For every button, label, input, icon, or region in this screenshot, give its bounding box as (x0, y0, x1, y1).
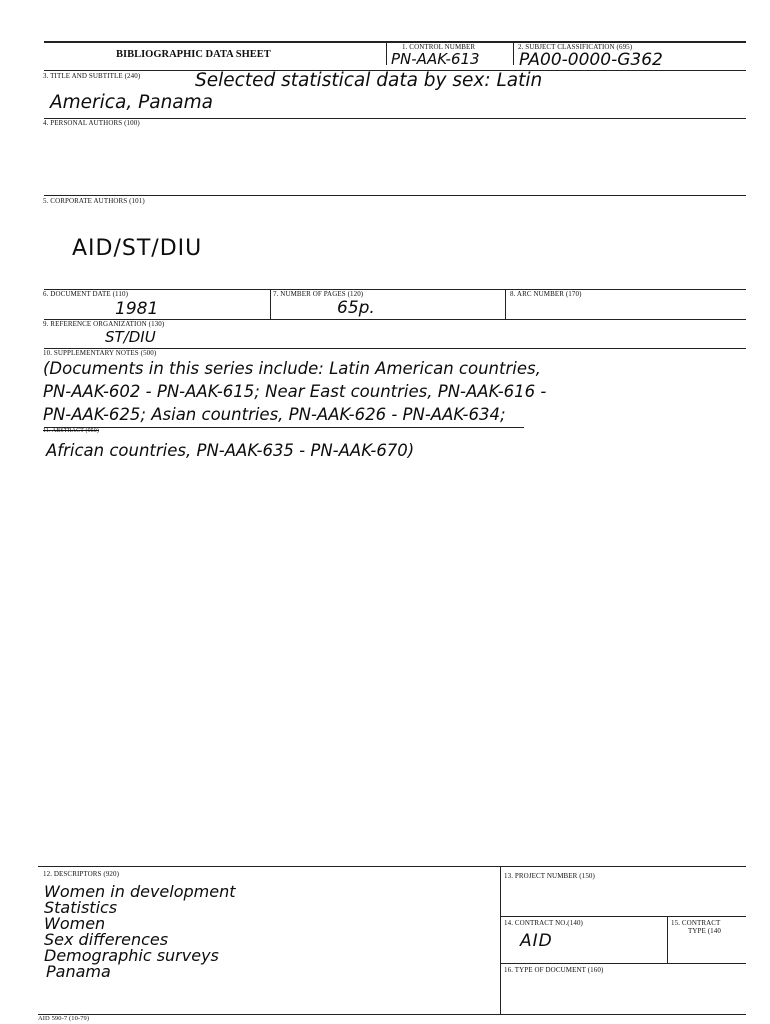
title-label: 3. TITLE AND SUBTITLE (240) (43, 72, 141, 80)
control-number-value: PN-AAK-613 (391, 50, 480, 68)
supplementary-label: 10. SUPPLEMENTARY NOTES (500) (43, 349, 157, 357)
project-number-label: 13. PROJECT NUMBER (150) (504, 872, 595, 880)
document-date-value: 1981 (115, 299, 159, 319)
pages-label: 7. NUMBER OF PAGES (120) (273, 290, 364, 298)
document-date-label: 6. DOCUMENT DATE (110) (43, 290, 129, 298)
descriptor-item: Women (44, 914, 106, 933)
contract-no-value: AID (520, 931, 553, 951)
sheet-title: BIBLIOGRAPHIC DATA SHEET (116, 49, 271, 60)
form-id: AID 590-7 (10-79) (38, 1015, 90, 1022)
corporate-authors-rule (44, 195, 746, 196)
supplementary-underline (44, 427, 524, 428)
pages-value: 65p. (337, 298, 375, 318)
abstract-label: 11. ABSTRACT (950) (43, 428, 99, 434)
reference-org-label: 9. REFERENCE ORGANIZATION (130) (43, 320, 165, 328)
supplementary-line-3: PN-AAK-625; Asian countries, PN-AAK-626 - PN-AAK-634; (43, 405, 506, 424)
arc-divider (505, 289, 506, 319)
subject-divider (513, 42, 514, 65)
descriptor-item: Statistics (44, 898, 118, 917)
bottom-top-rule (38, 866, 746, 867)
reference-org-value: ST/DIU (105, 328, 156, 346)
doc-type-label: 16. TYPE OF DOCUMENT (160) (504, 966, 604, 974)
subject-class-value: PA00-0000-G362 (519, 50, 663, 70)
personal-authors-label: 4. PERSONAL AUTHORS (100) (43, 119, 140, 127)
supplementary-line-4: African countries, PN-AAK-635 - PN-AAK-670) (46, 441, 415, 460)
supplementary-line-2: PN-AAK-602 - PN-AAK-615; Near East countries, PN-AAK-616 - (43, 382, 547, 401)
title-line-1: Selected statistical data by sex: Latin (195, 70, 543, 91)
date-row-rule (44, 289, 746, 290)
contract-type-divider (667, 916, 668, 963)
supplementary-line-1: (Documents in this series include: Latin American countries, (43, 359, 541, 378)
descriptor-item: Panama (46, 962, 111, 981)
contract-rule (500, 916, 746, 917)
doc-type-rule (500, 963, 746, 964)
subject-class-label: 2. SUBJECT CLASSIFICATION (695) (518, 43, 633, 51)
title-line-2: America, Panama (50, 92, 213, 113)
descriptor-item: Women in development (44, 882, 236, 901)
descriptor-item: Demographic surveys (44, 946, 219, 965)
bottom-rule (38, 1014, 746, 1015)
contract-no-label: 14. CONTRACT NO.(140) (504, 919, 583, 927)
contract-type-label-2: TYPE (140 (688, 927, 721, 935)
bottom-center-divider (500, 866, 501, 1014)
top-rule (44, 41, 746, 43)
personal-authors-rule (44, 118, 746, 119)
corporate-authors-value: AID/ST/DIU (72, 236, 203, 261)
descriptor-item: Sex differences (44, 930, 169, 949)
contract-type-label-1: 15. CONTRACT (671, 919, 721, 927)
arc-number-label: 8. ARC NUMBER (170) (510, 290, 582, 298)
control-divider (386, 42, 387, 65)
pages-divider (270, 289, 271, 319)
corporate-authors-label: 5. CORPORATE AUTHORS (101) (43, 197, 145, 205)
control-number-label: 1. CONTROL NUMBER (402, 43, 476, 51)
descriptors-label: 12. DESCRIPTORS (920) (43, 870, 120, 878)
